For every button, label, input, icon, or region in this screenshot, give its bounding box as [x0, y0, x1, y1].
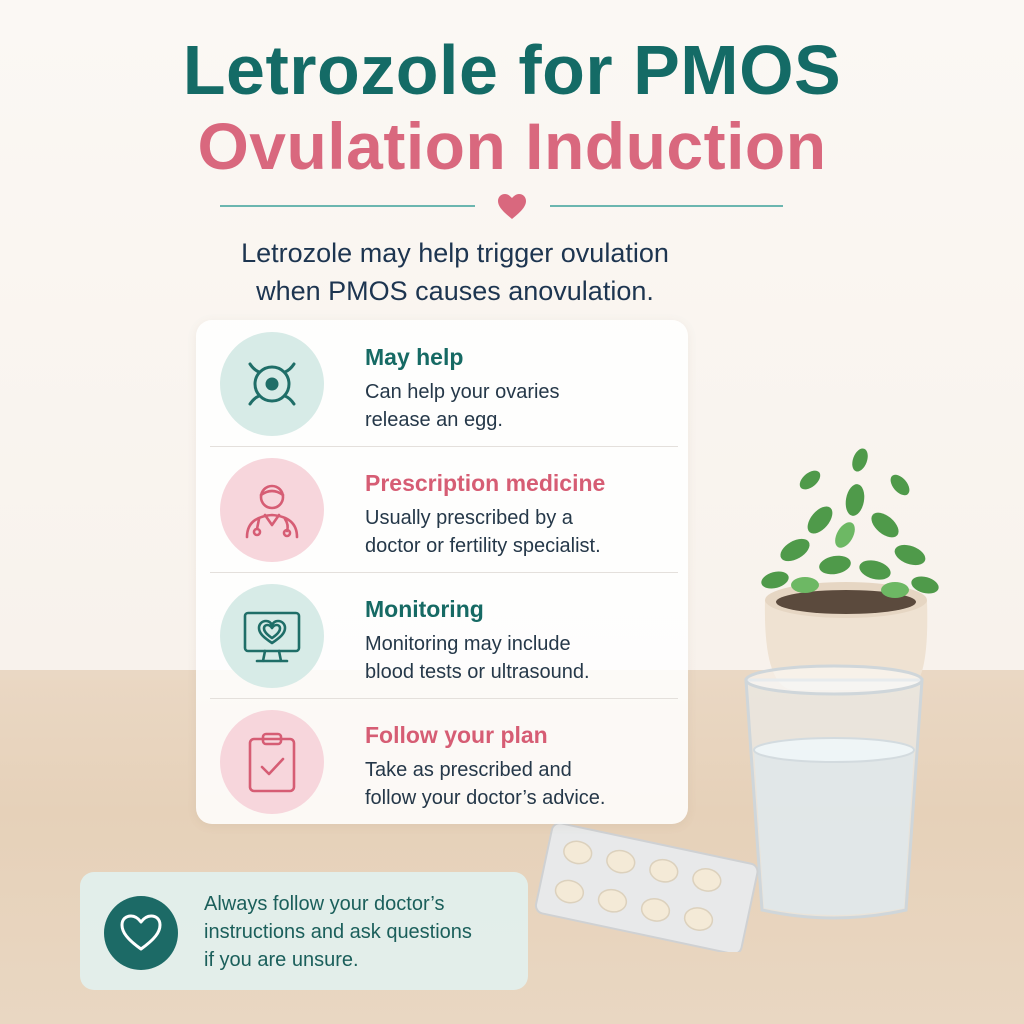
- icon-badge: [220, 710, 324, 814]
- doctor-icon: [239, 477, 305, 543]
- item-title: Follow your plan: [365, 722, 548, 748]
- item-title: Prescription medicine: [365, 470, 606, 496]
- item-title: Monitoring: [365, 596, 484, 622]
- intro-text: Letrozole may help trigger ovulation when PMOS causes anovulation.: [241, 238, 669, 306]
- note-text: Always follow your doctor’s instructions and ask questions if you are unsure.: [204, 893, 472, 971]
- list-item: [196, 446, 688, 570]
- monitor-heart-icon: [239, 603, 305, 669]
- item-text: Can help your ovaries release an egg.: [365, 381, 560, 431]
- clipboard-check-icon: [242, 729, 302, 795]
- icon-badge: [220, 584, 324, 688]
- heart-icon: [497, 193, 527, 221]
- item-text: Take as prescribed and follow your doctor’s advice.: [365, 759, 606, 809]
- icon-badge: [220, 458, 324, 562]
- page-subtitle: Ovulation Induction: [197, 109, 827, 183]
- heart-outline-icon: [119, 913, 163, 953]
- item-text: Monitoring may include blood tests or ultrasound.: [365, 633, 590, 683]
- icon-badge: [220, 332, 324, 436]
- info-card: [196, 320, 688, 824]
- water-glass-icon: [742, 660, 926, 922]
- pill-blister-icon: [528, 822, 760, 952]
- list-item: [196, 698, 688, 822]
- item-title: May help: [365, 344, 464, 370]
- ovary-target-icon: [240, 352, 304, 416]
- note-icon-badge: [104, 896, 178, 970]
- list-item: [196, 572, 688, 696]
- item-text: Usually prescribed by a doctor or fertility specialist.: [365, 507, 601, 557]
- page-title: Letrozole for PMOS: [182, 31, 842, 109]
- list-item: [196, 320, 688, 444]
- divider-left: [220, 205, 475, 207]
- divider-right: [550, 205, 783, 207]
- plant-pot-icon: [735, 440, 955, 690]
- advice-note: [80, 872, 528, 990]
